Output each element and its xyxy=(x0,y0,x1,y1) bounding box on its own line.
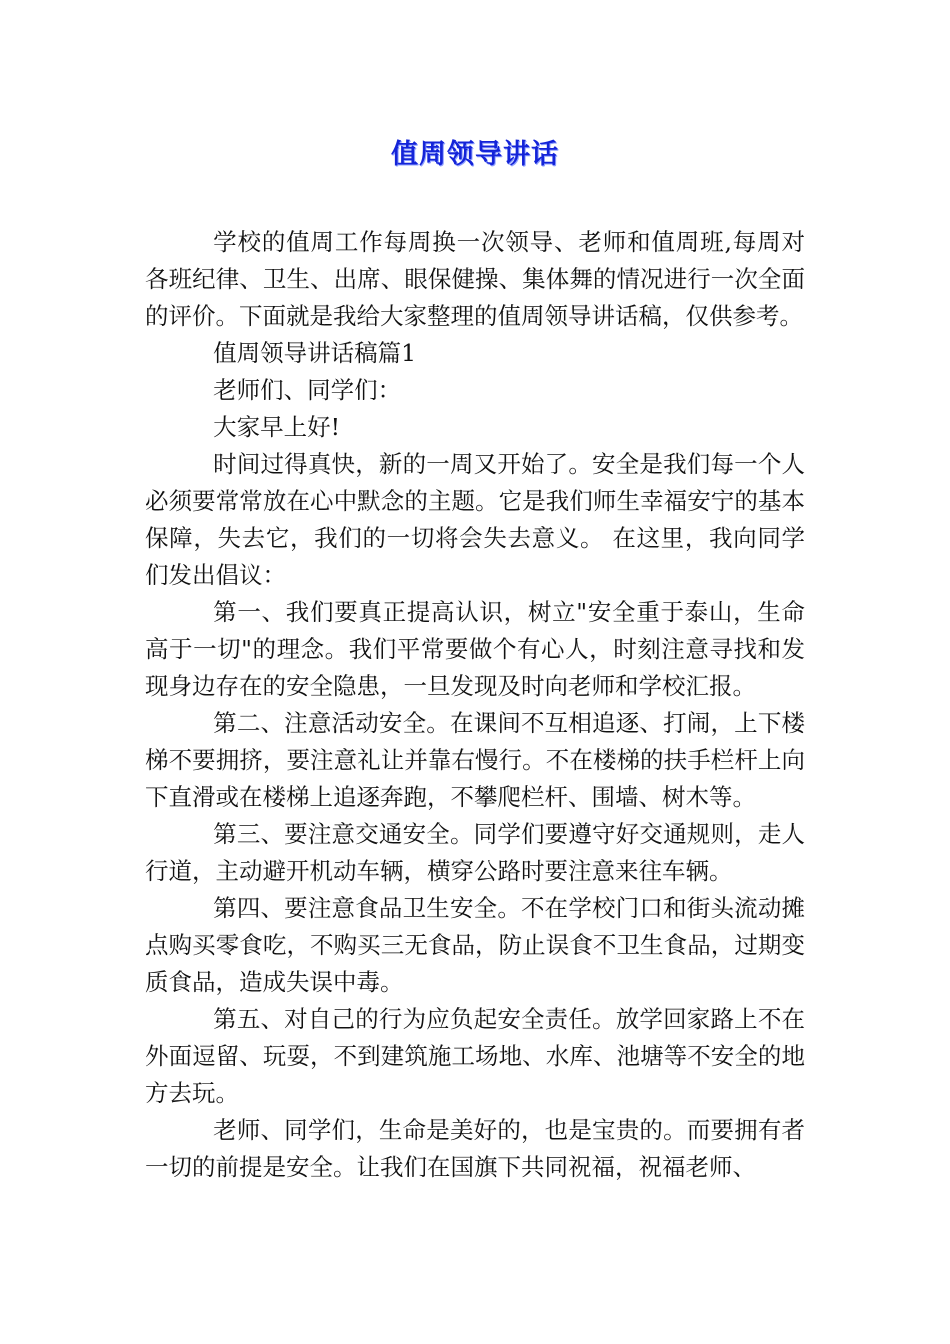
paragraph-point-3: 第三、要注意交通安全。同学们要遵守好交通规则，走人行道，主动避开机动车辆，横穿公路时要注意来往车辆。 xyxy=(145,820,805,885)
document-title: 值周领导讲话 xyxy=(391,139,559,170)
paragraph-salutation: 老师们、同学们： xyxy=(213,376,402,404)
paragraph-point-4: 第四、要注意食品卫生安全。不在学校门口和街头流动摊点购买零食吃，不购买三无食品，防止误食不卫生食品，过期变质食品，造成失误中毒。 xyxy=(145,894,805,996)
paragraph-point-5: 第五、对自己的行为应负起安全责任。放学回家路上不在外面逗留、玩耍，不到建筑施工场地、水库、池塘等不安全的地方去玩。 xyxy=(145,1005,805,1107)
paragraph-closing: 老师、同学们，生命是美好的，也是宝贵的。而要拥有者一切的前提是安全。让我们在国旗下共同祝福，祝福老师、 xyxy=(145,1116,805,1181)
paragraph-intro: 学校的值周工作每周换一次领导、老师和值周班,每周对各班纪律、卫生、出席、眼保健操、集体舞的情况进行一次全面的评价。下面就是我给大家整理的值周领导讲话稿，仅供参考。 xyxy=(145,228,805,330)
paragraph-greeting: 大家早上好! xyxy=(213,413,341,441)
paragraph-point-1: 第一、我们要真正提高认识，树立"安全重于泰山，生命高于一切"的理念。我们平常要做个有心人，时刻注意寻找和发现身边存在的安全隐患，一旦发现及时向老师和学校汇报。 xyxy=(145,598,805,700)
document-body xyxy=(145,224,805,1186)
paragraph-opening: 时间过得真快，新的一周又开始了。安全是我们每一个人必须要常常放在心中默念的主题。它是我们师生幸福安宁的基本保障，失去它，我们的一切将会失去意义。 在这里，我向同学们发出倡议： xyxy=(145,450,805,589)
paragraph-section-heading: 值周领导讲话稿篇1 xyxy=(213,339,417,367)
paragraph-point-2: 第二、注意活动安全。在课间不互相追逐、打闹，上下楼梯不要拥挤，要注意礼让并靠右慢行。不在楼梯的扶手栏杆上向下直滑或在楼梯上追逐奔跑，不攀爬栏杆、围墙、树木等。 xyxy=(145,709,805,811)
